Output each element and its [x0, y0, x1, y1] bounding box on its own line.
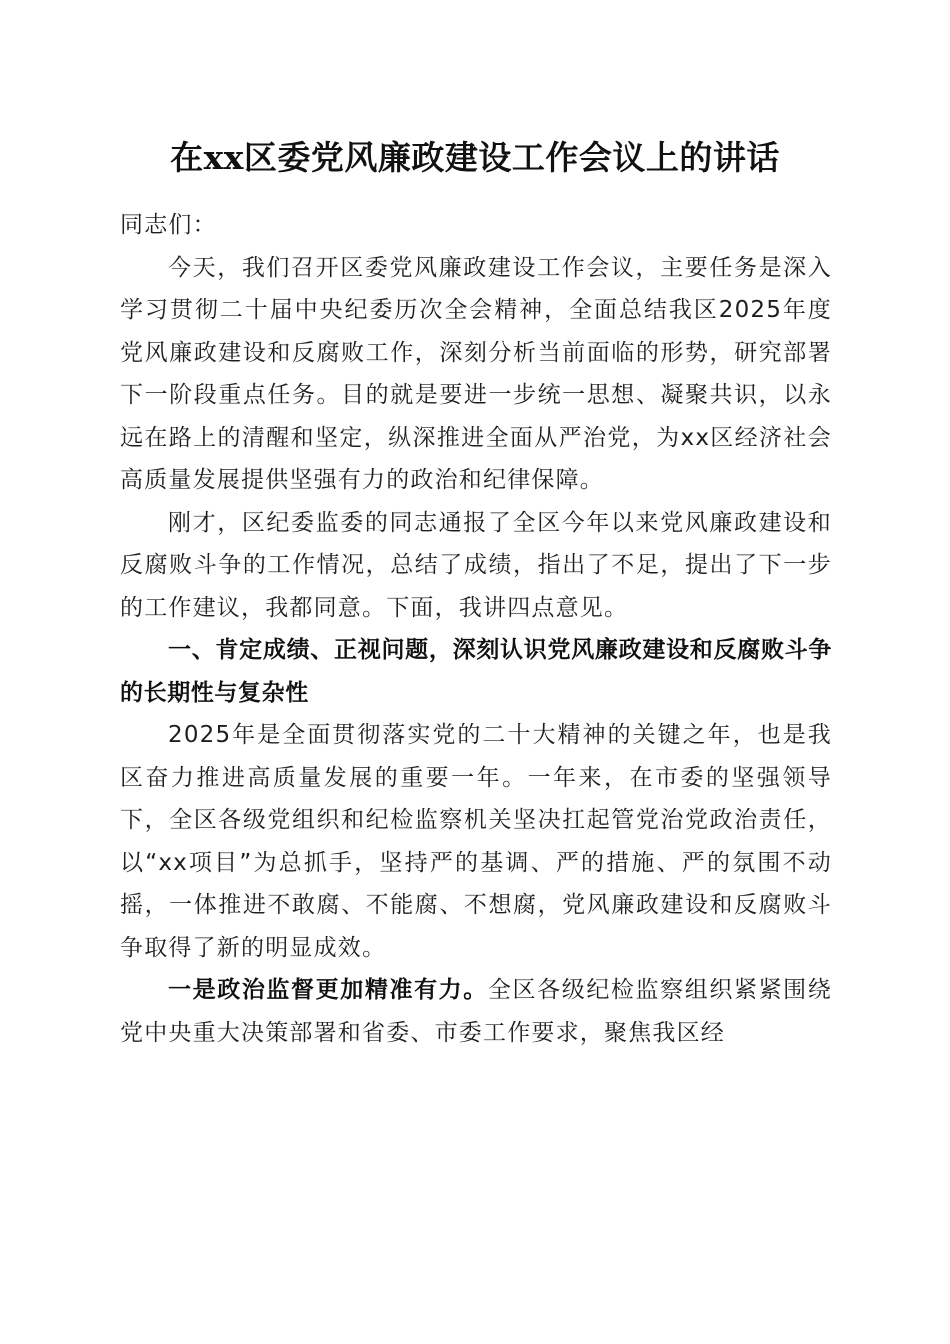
paragraph-continuation: 全区各级纪检监察组织紧紧围绕党中央重大决策部署和省委、市委工作要求，聚焦我区经: [120, 977, 832, 1046]
paragraph-political-supervision: [120, 969, 832, 1054]
paragraph-lead-phrase: 一是政治监督更加精准有力。: [168, 977, 488, 1003]
salutation: 同志们：: [120, 212, 217, 238]
document-body: [120, 204, 832, 1054]
document-title: 在xx区委党风廉政建设工作会议上的讲话: [170, 138, 780, 177]
paragraph-opening: 今天，我们召开区委党风廉政建设工作会议，主要任务是深入学习贯彻二十届中央纪委历次全会精神，全面总结我区2025年度党风廉政建设和反腐败工作，深刻分析当前面临的形势，研究部署下一阶段重点任务。目的就是要进一步统一思想、凝聚共识，以永远在路上的清醒和坚定，纵深推进全面从严治党，为xx区经济社会高质量发展提供坚强有力的政治和纪律保障。: [120, 254, 832, 493]
paragraph-achievements: 2025年是全面贯彻落实党的二十大精神的关键之年，也是我区奋力推进高质量发展的重要一年。一年来，在市委的坚强领导下，全区各级党组织和纪检监察机关坚决扛起管党治党政治责任，以“xx项目”为总抓手，坚持严的基调、严的措施、严的氛围不动摇，一体推进不敢腐、不能腐、不想腐，党风廉政建设和反腐败斗争取得了新的明显成效。: [120, 722, 832, 961]
paragraph-agreement: 刚才，区纪委监委的同志通报了全区今年以来党风廉政建设和反腐败斗争的工作情况，总结了成绩，指出了不足，提出了下一步的工作建议，我都同意。下面，我讲四点意见。: [120, 509, 832, 621]
section-heading-1: 一、肯定成绩、正视问题，深刻认识党风廉政建设和反腐败斗争的长期性与复杂性: [120, 637, 832, 706]
